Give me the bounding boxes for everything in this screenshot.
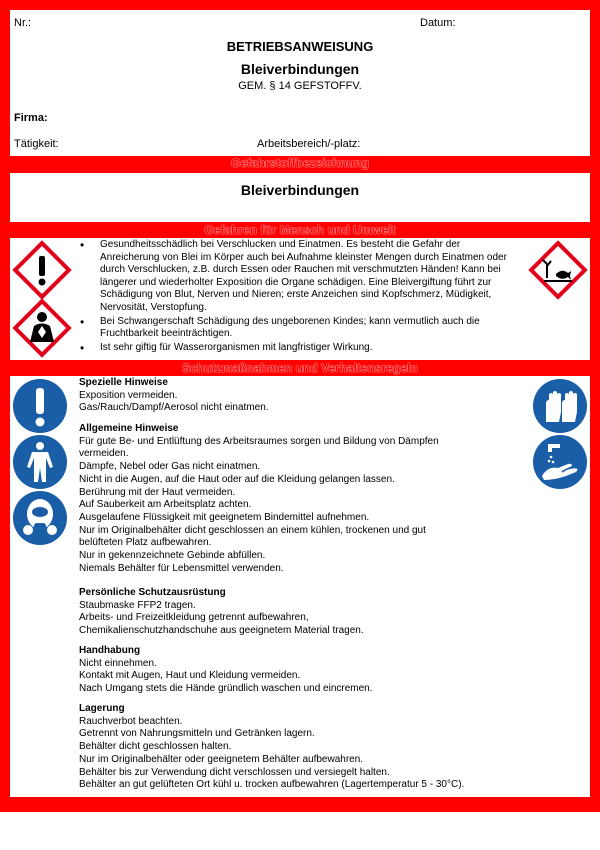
- section-line: Arbeits- und Freizeitkleidung getrennt aufbewahren,: [79, 612, 309, 624]
- general-mandatory-icon: [12, 378, 68, 434]
- section-band-gefahrstoff: [0, 157, 600, 170]
- section-line: belüfteten Platz aufbewahren.: [79, 537, 212, 549]
- section-band-gefahren: [0, 224, 600, 237]
- section-line: Chemikalienschutzhandschuhe aus geeignetem Material tragen.: [79, 625, 364, 637]
- taetigkeit-label: Tätigkeit:: [14, 138, 59, 150]
- section-band-schutz: [0, 362, 600, 375]
- hazard-item: • Ist sehr giftig für Wasserorganismen mit langfristiger Wirkung.: [78, 342, 518, 355]
- section-line: Berührung mit der Haut vermeiden.: [79, 486, 236, 498]
- section-line: Nur im Originalbehälter oder geeignetem Behälter aufbewahren.: [79, 753, 364, 765]
- section-line: Für gute Be- und Entlüftung des Arbeitsraumes sorgen und Bildung von Dämpfen: [79, 435, 439, 447]
- section-line: Staubmaske FFP2 tragen.: [79, 599, 196, 611]
- section-line: vermeiden.: [79, 448, 129, 460]
- section-lagerung: [79, 703, 529, 792]
- health-hazard-icon: [12, 298, 72, 358]
- environment-icon: [528, 240, 588, 300]
- substance-title: Bleiverbindungen: [240, 61, 360, 77]
- firma-label: Firma:: [14, 112, 48, 124]
- section-line: Exposition vermeiden.: [79, 389, 178, 401]
- section-spezielle-hinweise: [79, 377, 529, 415]
- header-panel: [10, 10, 590, 156]
- document-title: BETRIEBSANWEISUNG: [226, 39, 374, 54]
- wash-hands-icon: [532, 434, 588, 490]
- section-line: Nach Umgang stets die Hände gründlich waschen und eincremen.: [79, 683, 373, 695]
- section-line: Ausgelaufene Flüssigkeit mit geeignetem Bindemittel aufnehmen.: [79, 511, 370, 523]
- hazard-item: • Gesundheitsschädlich bei Verschlucken und Einatmen. Es besteht die Gefahr der Anreicherung von Blei im Körper auch bei Aufnahme kleinster Mengen durch Einatmen oder durch Verschlucken, z.B. durch Essen oder Rauchen mit verschmutzten Händen! Kann bei längerer und wiederholter Exposition die Organe schädigen. Eine Bleivergiftung führt zur Schädigung von Blut, Nerven und Nieren; erste Anzeichen sind Kopfschmerz, Müdigkeit, Nervosität, Verstopfung.: [78, 239, 518, 315]
- section-line: Rauchverbot beachten.: [79, 715, 183, 727]
- section-line: Behälter bis zur Verwendung dicht verschlossen und versiegelt halten.: [79, 766, 390, 778]
- section-line: Getrennt von Nahrungsmitteln und Getränken lagern.: [79, 728, 315, 740]
- band-title: Schutzmaßnahmen und Verhaltensregeln: [182, 361, 418, 375]
- respirator-icon: [12, 490, 68, 546]
- section-line: Auf Sauberkeit am Arbeitsplatz achten.: [79, 499, 252, 511]
- gefahrstoff-panel: [10, 173, 590, 222]
- section-persoenliche-schutzausruestung: [79, 587, 529, 638]
- regulation-text: GEM. § 14 GEFSTOFFV.: [238, 80, 362, 92]
- hazard-item: • Bei Schwangerschaft Schädigung des ungeborenen Kindes; kann vermutlich auch die Fruchtbarkeit beeinträchtigen.: [78, 316, 518, 341]
- hazard-list: [78, 239, 518, 355]
- gefahrstoff-name: Bleiverbindungen: [240, 182, 360, 198]
- section-line: Niemals Behälter für Lebensmittel verwenden.: [79, 562, 284, 574]
- section-line: Behälter dicht geschlossen halten.: [79, 741, 232, 753]
- exclamation-icon: [12, 240, 72, 300]
- section-heading: Lagerung: [79, 703, 125, 714]
- section-allgemeine-hinweise: [79, 423, 529, 575]
- protective-clothing-icon: [12, 434, 68, 490]
- arbeitsbereich-label: Arbeitsbereich/-platz:: [257, 138, 361, 150]
- section-line: Dämpfe, Nebel oder Gas nicht einatmen.: [79, 461, 261, 473]
- datum-label: Datum:: [420, 17, 456, 29]
- section-heading: Allgemeine Hinweise: [79, 423, 179, 434]
- nr-label: Nr.:: [14, 17, 32, 29]
- section-line: Gas/Rauch/Dampf/Aerosol nicht einatmen.: [79, 402, 269, 414]
- band-title: Gefahren für Mensch und Umwelt: [204, 223, 396, 237]
- section-line: Behälter an gut gelüfteten Ort kühl u. trocken aufbewahren (Lagertemperatur 5 - 30°C).: [79, 779, 465, 791]
- section-line: Nicht in die Augen, auf die Haut oder auf die Kleidung gelangen lassen.: [79, 473, 395, 485]
- section-heading: Persönliche Schutzausrüstung: [79, 587, 226, 598]
- section-handhabung: [79, 645, 529, 696]
- gloves-icon: [532, 378, 588, 434]
- gefahren-panel: [10, 238, 590, 360]
- section-line: Nicht einnehmen.: [79, 657, 157, 669]
- section-heading: Spezielle Hinweise: [79, 377, 168, 388]
- section-heading: Handhabung: [79, 645, 141, 656]
- section-line: Nur im Originalbehälter dicht geschlossen an einem kühlen, trockenen und gut: [79, 524, 426, 536]
- section-line: Nur in gekennzeichnete Gebinde abfüllen.: [79, 550, 266, 562]
- section-line: Kontakt mit Augen, Haut und Kleidung vermeiden.: [79, 670, 301, 682]
- schutz-panel: [10, 376, 590, 797]
- band-title: Gefahrstoffbezeichnung: [230, 156, 369, 170]
